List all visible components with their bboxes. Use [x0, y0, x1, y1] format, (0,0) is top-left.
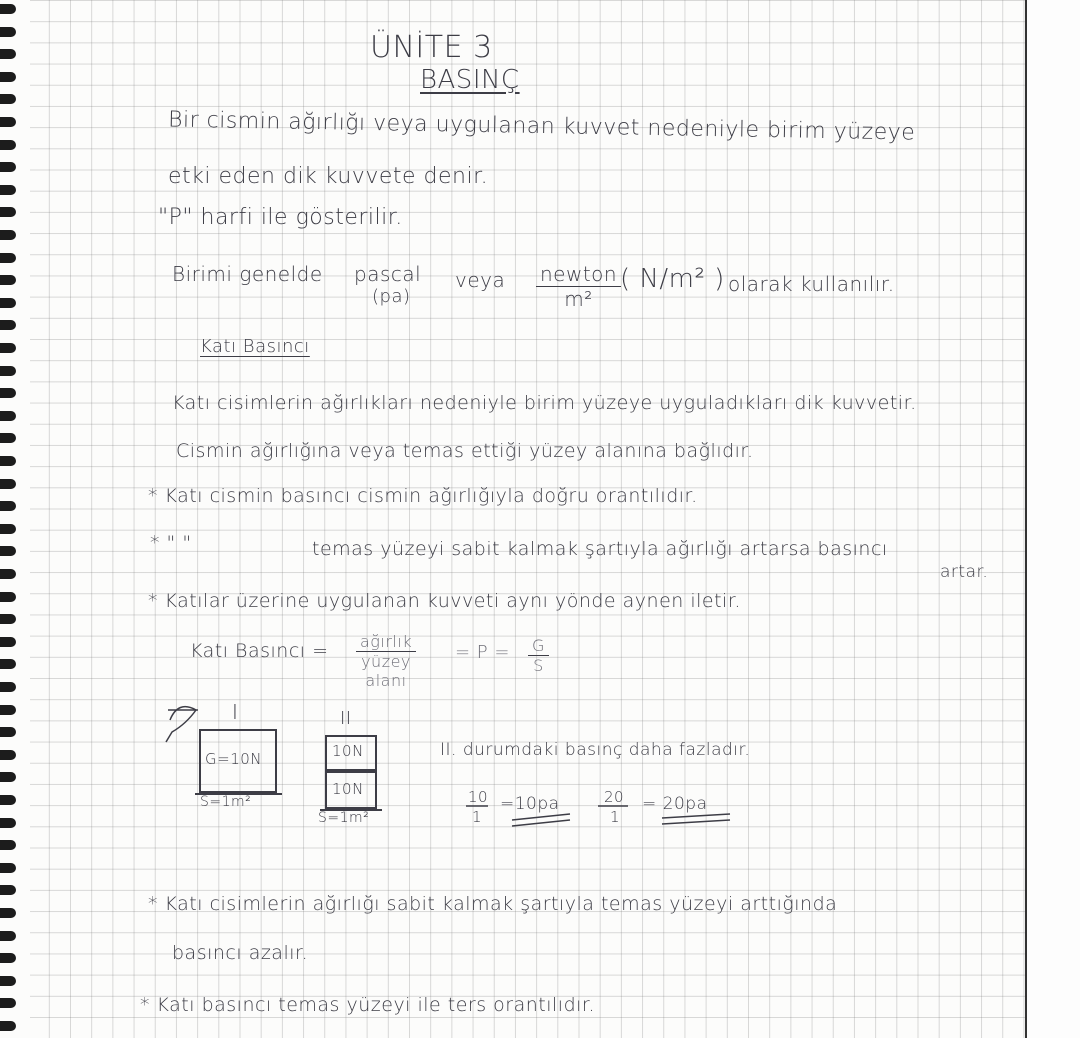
- unit-newton: newton: [536, 262, 621, 287]
- formula-denominator: yüzey alanı: [361, 652, 411, 690]
- solid-line-2: Cismin ağırlığına veya temas ettiği yüzey alanına bağlıdır.: [176, 440, 754, 462]
- box-ii-weight-bottom: 10N: [332, 780, 364, 798]
- bottom-bullet-1-cont: basıncı azalır.: [172, 942, 309, 964]
- unit-pa: (pa): [372, 286, 411, 307]
- box-i-weight: G=10N: [205, 750, 262, 768]
- diagram-note: II. durumdaki basınç daha fazladır.: [440, 740, 751, 760]
- unit-prefix: Birimi genelde: [172, 262, 323, 286]
- formula-g: G: [528, 636, 549, 656]
- calc-2-result: = 20pa: [642, 794, 708, 814]
- intro-line-1: Bir cismin ağırlığı veya uygulanan kuvvet nedeniyle birim yüzeye: [167, 107, 916, 146]
- calc-1-num: 10: [468, 788, 489, 806]
- intro-line-2: etki eden dik kuvvete denir.: [168, 164, 489, 189]
- intro-line-3: "P" harfi ile gösterilir.: [158, 205, 403, 230]
- unit-title: ÜNİTE 3: [370, 30, 493, 65]
- unit-m2: m²: [564, 287, 593, 311]
- unit-or: veya: [455, 268, 506, 292]
- page-title: BASINÇ: [420, 65, 520, 95]
- bottom-bullet-2: * Katı basıncı temas yüzeyi ile ters orantılıdır.: [140, 994, 596, 1016]
- solid-bullet-3: * Katılar üzerine uygulanan kuvveti aynı yönde aynen iletir.: [148, 590, 741, 612]
- formula-s: S: [533, 656, 544, 675]
- label-case-ii: II: [340, 708, 352, 729]
- calc-2-den: 1: [610, 808, 621, 826]
- box-i-area: S=1m²: [200, 794, 252, 810]
- box-ii-area: S=1m²: [318, 810, 370, 826]
- formula-label: Katı Basıncı =: [190, 640, 329, 662]
- solid-bullet-2: temas yüzeyi sabit kalmak şartıyla ağırlığı artarsa basıncı: [312, 538, 888, 560]
- solid-bullet-1: * Katı cismin basıncı cismin ağırlığıyla doğru orantılıdır.: [148, 485, 698, 507]
- calc-1-den: 1: [472, 808, 483, 826]
- solid-bullet-2-mark: * " ": [150, 532, 192, 554]
- formula-equals: = P =: [455, 642, 510, 663]
- bottom-bullet-1: * Katı cisimlerin ağırlığı sabit kalmak şartıyla temas yüzeyi arttığında: [148, 893, 838, 915]
- formula-numerator: ağırlık: [356, 632, 416, 652]
- calc-2-num: 20: [604, 788, 625, 806]
- box-ii-weight-top: 10N: [332, 742, 364, 760]
- label-case-i: I: [232, 700, 239, 724]
- unit-nm2: ( N/m² ): [620, 264, 725, 294]
- section-title: Katı Basıncı: [200, 336, 310, 357]
- solid-bullet-2-end: artar.: [940, 562, 989, 582]
- calc-1-result: =10pa: [500, 794, 560, 814]
- solid-line-1: Katı cisimlerin ağırlıkları nedeniyle birim yüzeye uyguladıkları dik kuvvetir.: [172, 392, 917, 414]
- unit-pascal: pascal: [354, 262, 422, 286]
- unit-suffix: olarak kullanılır.: [728, 272, 895, 296]
